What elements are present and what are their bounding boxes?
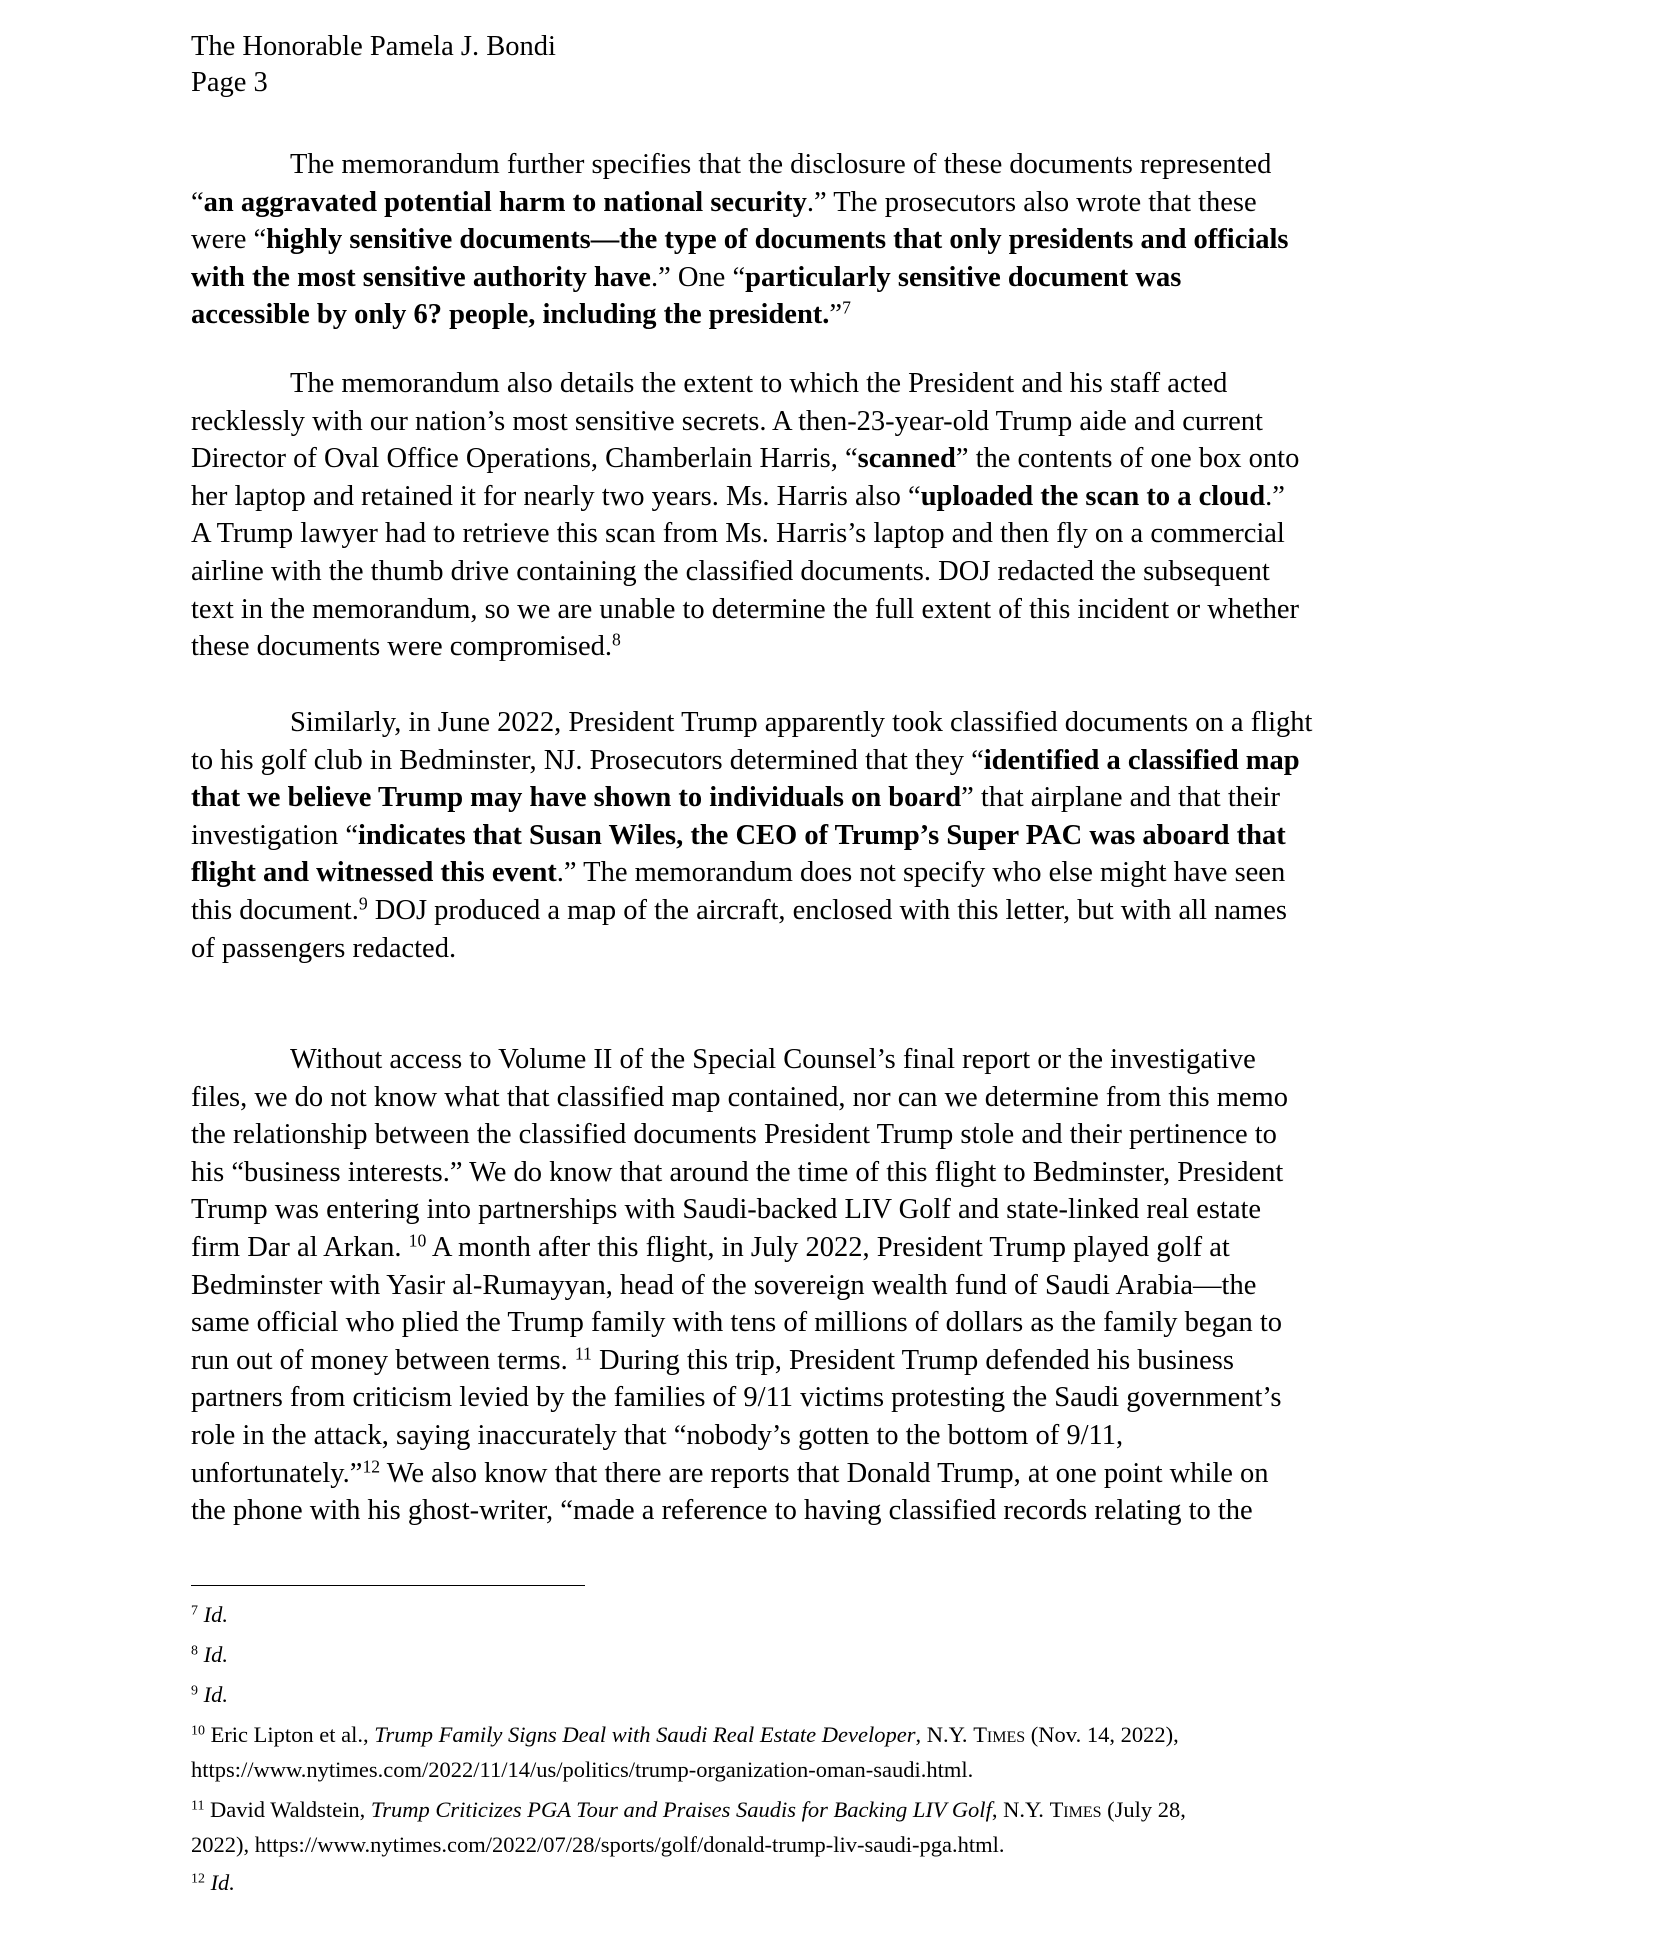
text-run: The memorandum also details the extent to which the President and his staff acted: [290, 368, 1228, 399]
text-run: these documents were compromised.: [191, 631, 613, 663]
text-run: Times: [1049, 1797, 1102, 1822]
bold-quote: highly sensitive documents—the type of documents that only presidents and officials: [266, 224, 1289, 256]
text-run: were “: [191, 224, 267, 256]
italic-text: Id.: [210, 1870, 235, 1895]
text-run: his “business interests.” We do know that around the time of this flight to Bedminster, President: [191, 1156, 1284, 1188]
text-run: partners from criticism levied by the families of 9/11 victims protesting the Saudi government’s: [191, 1382, 1282, 1414]
italic-text: Id.: [203, 1642, 228, 1667]
footnote-reference[interactable]: 7: [842, 297, 851, 318]
text-run: run out of money between terms.: [191, 1344, 575, 1376]
paragraph-3-line: [191, 819, 1286, 853]
paragraph-3-line: [191, 856, 1285, 890]
paragraph-4-line: [191, 1344, 1234, 1378]
text-run: Bedminster with Yasir al-Rumayyan, head of the sovereign wealth fund of Saudi Arabia—the: [191, 1269, 1257, 1301]
text-run: David Waldstein,: [210, 1797, 371, 1822]
paragraph-2-line: [290, 367, 1227, 401]
bold-quote: indicates that Susan Wiles, the CEO of Trump’s Super PAC was aboard that: [358, 819, 1286, 851]
footnote-number: 8: [191, 1643, 198, 1659]
paragraph-3-line: [191, 932, 456, 966]
text-run: https://www.nytimes.com/2022/11/14/us/politics/trump-organization-oman-saudi.html.: [191, 1757, 974, 1782]
text-run: Trump was entering into partnerships with Saudi-backed LIV Golf and state-linked real estate: [191, 1194, 1262, 1226]
paragraph-3-line: [290, 706, 1312, 740]
text-run: .” The prosecutors also wrote that these: [806, 186, 1257, 218]
paragraph-4-line: [191, 1457, 1269, 1491]
text-run: Similarly, in June 2022, President Trump apparently took classified documents on a flight: [290, 707, 1313, 738]
text-run: Director of Oval Office Operations, Chamberlain Harris, “: [191, 443, 858, 475]
footnote-8: [191, 1641, 228, 1669]
paragraph-4-line: [191, 1193, 1261, 1227]
italic-text: Trump Criticizes PGA Tour and Praises Saudis for Backing LIV Golf: [370, 1797, 992, 1822]
bold-quote: accessible by only 6? people, including the president.: [191, 299, 830, 331]
text-run: ”: [829, 299, 843, 331]
bold-quote: with the most sensitive authority have: [191, 261, 651, 293]
bold-quote: that we believe Trump may have shown to individuals on board: [191, 782, 962, 814]
text-run: A Trump lawyer had to retrieve this scan from Ms. Harris’s laptop and then fly on a commercial: [191, 518, 1285, 550]
paragraph-3-line: [191, 781, 1280, 815]
text-run: .” One “: [650, 261, 746, 293]
text-run: .”: [1265, 480, 1285, 512]
text-run: , N.Y.: [915, 1722, 974, 1747]
footnote-number: 9: [191, 1683, 198, 1699]
paragraph-4-line: [191, 1231, 1230, 1265]
text-run: text in the memorandum, so we are unable to determine the full extent of this incident or whether: [191, 593, 1299, 625]
text-run: this document.: [191, 895, 359, 926]
text-run: During this trip, President Trump defended his business: [591, 1344, 1234, 1376]
paragraph-2-line: [191, 630, 621, 664]
text-run: We also know that there are reports that Donald Trump, at one point while on: [380, 1457, 1269, 1489]
text-run: (July 28,: [1101, 1797, 1186, 1822]
footnote-9: [191, 1681, 228, 1709]
text-run: ” that airplane and that their: [961, 782, 1281, 814]
paragraph-2-line: [191, 405, 1263, 439]
footnote-reference[interactable]: 12: [362, 1455, 381, 1476]
text-run: firm Dar al Arkan.: [191, 1232, 409, 1263]
footnote-reference[interactable]: 10: [408, 1230, 427, 1251]
text-run: (Nov. 14, 2022),: [1025, 1722, 1179, 1747]
text-run: The memorandum further specifies that the disclosure of these documents represented: [290, 149, 1272, 180]
paragraph-4-line: [191, 1156, 1283, 1190]
text-run: the relationship between the classified documents President Trump stole and their pertinence to: [191, 1119, 1277, 1151]
footnote-number: 11: [191, 1798, 205, 1814]
footnote-7: [191, 1601, 228, 1629]
text-run: airline with the thumb drive containing the classified documents. DOJ redacted the subsequent: [191, 556, 1270, 587]
bold-quote: particularly sensitive document was: [745, 261, 1182, 293]
paragraph-3-line: [191, 894, 1287, 928]
footnote-12: [191, 1869, 235, 1897]
paragraph-1-line: [191, 186, 1257, 220]
paragraph-1-line: [191, 261, 1181, 295]
bold-quote: an aggravated potential harm to national security: [203, 186, 807, 218]
text-run: “: [191, 186, 204, 218]
paragraph-2-line: [191, 593, 1299, 627]
text-run: her laptop and retained it for nearly two years. Ms. Harris also “: [191, 480, 921, 512]
text-run: the phone with his ghost-writer, “made a reference to having classified records relating to the: [191, 1495, 1253, 1527]
footnote-number: 10: [191, 1723, 205, 1739]
text-run: A month after this flight, in July 2022, President Trump played golf at: [426, 1232, 1230, 1263]
text-run: Eric Lipton et al.,: [210, 1722, 375, 1747]
footnote-10-cont: [191, 1756, 973, 1784]
text-run: of passengers redacted.: [191, 932, 457, 964]
paragraph-1-line: [290, 148, 1271, 182]
footnote-reference[interactable]: 9: [358, 893, 368, 914]
text-run: ” the contents of one box onto: [955, 443, 1300, 475]
paragraph-2-line: [191, 555, 1270, 589]
footnote-reference[interactable]: 11: [574, 1343, 592, 1364]
text-run: .” The memorandum does not specify who else might have seen: [556, 857, 1286, 889]
text-run: unfortunately.”: [191, 1457, 363, 1489]
paragraph-2-line: [191, 517, 1285, 551]
footnote-11: [191, 1796, 1186, 1824]
paragraph-2-line: [191, 480, 1285, 514]
paragraph-4-line: [191, 1269, 1256, 1303]
footnote-number: 7: [191, 1603, 198, 1619]
italic-text: Id.: [203, 1682, 228, 1707]
text-run: same official who plied the Trump family with tens of millions of dollars as the family began to: [191, 1307, 1283, 1339]
paragraph-4-line: [191, 1419, 1123, 1453]
paragraph-4-line: [191, 1306, 1282, 1340]
text-run: Times: [973, 1722, 1026, 1747]
text-run: 2022), https://www.nytimes.com/2022/07/28/sports/golf/donald-trump-liv-saudi-pga.html.: [191, 1832, 1005, 1857]
italic-text: Trump Family Signs Deal with Saudi Real Estate Developer: [374, 1722, 916, 1747]
paragraph-2-line: [191, 442, 1299, 476]
footnote-reference[interactable]: 8: [612, 629, 621, 650]
footnote-10: [191, 1721, 1179, 1749]
paragraph-4-line: [191, 1118, 1277, 1152]
text-run: to his golf club in Bedminster, NJ. Prosecutors determined that they “: [191, 744, 984, 776]
text-run: Without access to Volume II of the Special Counsel’s final report or the investigative: [290, 1044, 1256, 1075]
text-run: recklessly with our nation’s most sensitive secrets. A then-23-year-old Trump aide and current: [191, 405, 1263, 437]
text-run: files, we do not know what that classified map contained, nor can we determine from this memo: [191, 1081, 1288, 1113]
paragraph-3-line: [191, 744, 1300, 778]
paragraph-1-line: [191, 223, 1289, 257]
header-page-number: Page 3: [191, 67, 268, 98]
paragraph-4-line: [191, 1081, 1288, 1115]
header-recipient: The Honorable Pamela J. Bondi: [191, 31, 556, 62]
italic-text: Id.: [203, 1602, 228, 1627]
footnote-11-cont: [191, 1831, 1004, 1859]
bold-quote: scanned: [857, 443, 956, 475]
bold-quote: flight and witnessed this event: [191, 857, 557, 889]
paragraph-1-line: [191, 298, 851, 332]
paragraph-4-line: [191, 1494, 1253, 1528]
bold-quote: uploaded the scan to a cloud: [920, 480, 1266, 512]
paragraph-4-line: [290, 1043, 1256, 1077]
bold-quote: identified a classified map: [983, 744, 1300, 776]
text-run: investigation “: [191, 819, 359, 851]
footnote-separator: [191, 1585, 585, 1586]
paragraph-4-line: [191, 1381, 1281, 1415]
text-run: , N.Y.: [991, 1797, 1050, 1822]
text-run: role in the attack, saying inaccurately that “nobody’s gotten to the bottom of 9/11,: [191, 1420, 1124, 1451]
text-run: DOJ produced a map of the aircraft, enclosed with this letter, but with all names: [367, 895, 1287, 926]
footnote-number: 12: [191, 1871, 205, 1887]
